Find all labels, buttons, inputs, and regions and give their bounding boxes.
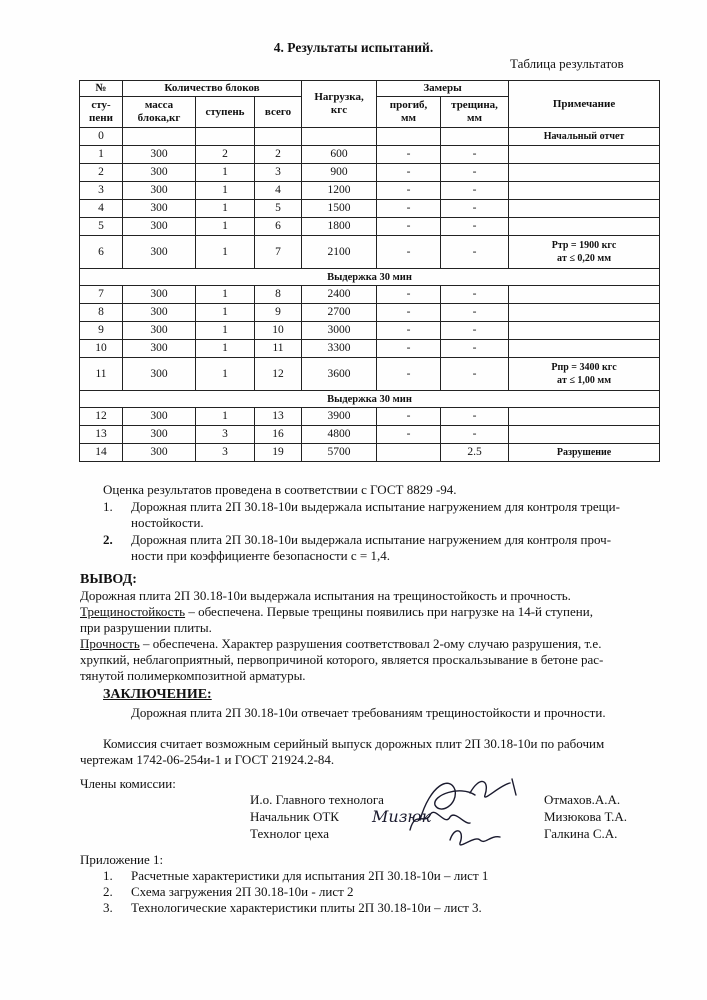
cell-step: 1: [196, 340, 255, 358]
final-conclusion-text: Дорожная плита 2П 30.18-10и отвечает требованиям трещиностойкости и прочности.: [131, 705, 606, 720]
cell-total: 13: [255, 408, 302, 426]
cell-step: 1: [196, 304, 255, 322]
commission-text-1: Комиссия считает возможным серийный выпуск дорожных плит 2П 30.18-10и по рабочим: [103, 736, 605, 751]
table-row: [80, 128, 660, 146]
cell-step: 1: [196, 322, 255, 340]
cell-step-no: 7: [80, 286, 123, 304]
conclusion-title: ВЫВОД:: [80, 572, 137, 587]
signatures-image: [340, 765, 540, 855]
list-number: 3.: [103, 900, 113, 915]
cell-block-mass: 300: [123, 408, 196, 426]
cell-block-mass: 300: [123, 286, 196, 304]
strength-text: – обеспечена. Характер разрушения соответствовал 2-ому случаю разрушения, т.е.: [139, 636, 602, 651]
cell-crack: -: [441, 304, 509, 322]
cell-note: [509, 182, 660, 200]
cell-deflection: [377, 444, 441, 462]
table-row: [80, 164, 660, 182]
crack-resistance-label: Трещиностойкость: [80, 604, 186, 619]
cell-crack: -: [441, 164, 509, 182]
cell-load: 2100: [302, 236, 377, 269]
cell-crack: -: [441, 200, 509, 218]
header-load: Нагрузка, кгс: [302, 81, 377, 128]
cell-total: 11: [255, 340, 302, 358]
cell-block-mass: 300: [123, 340, 196, 358]
cell-block-mass: 300: [123, 164, 196, 182]
cell-note: Начальный отчет: [509, 128, 660, 146]
cell-crack: -: [441, 182, 509, 200]
assessment-intro: Оценка результатов проведена в соответствии с ГОСТ 8829 -94.: [103, 482, 457, 497]
member-name: Отмахов.А.А.: [544, 792, 621, 807]
signature-stroke: [450, 831, 500, 845]
cell-load: 2400: [302, 286, 377, 304]
strength-line: [80, 636, 670, 652]
table-row: [80, 200, 660, 218]
cell-step: 3: [196, 426, 255, 444]
results-table: [79, 80, 660, 462]
table-row: [80, 218, 660, 236]
table-caption: Таблица результатов: [510, 56, 624, 71]
cell-note: [509, 408, 660, 426]
list-number: 1.: [103, 868, 113, 883]
cell-step: 3: [196, 444, 255, 462]
cell-deflection: -: [377, 164, 441, 182]
cell-block-mass: 300: [123, 322, 196, 340]
cell-load: 1500: [302, 200, 377, 218]
cell-deflection: -: [377, 286, 441, 304]
member-position: И.о. Главного технолога: [250, 792, 384, 807]
section-heading: 4. Результаты испытаний.: [273, 40, 434, 55]
cell-deflection: -: [377, 358, 441, 391]
cell-crack: -: [441, 286, 509, 304]
cell-note: [509, 164, 660, 182]
table-row: [80, 340, 660, 358]
cell-step-no: 4: [80, 200, 123, 218]
header-measures-group: Замеры: [377, 81, 509, 97]
table-row: [80, 182, 660, 200]
table-row: [80, 236, 660, 269]
cell-note: [509, 322, 660, 340]
conclusion-text: [80, 588, 670, 684]
header-step-no-sub: сту- пени: [80, 97, 123, 128]
cell-step-no: 5: [80, 218, 123, 236]
header-note: Примечание: [509, 81, 660, 128]
cell-block-mass: 300: [123, 304, 196, 322]
cell-block-mass: 300: [123, 444, 196, 462]
cell-step: 1: [196, 218, 255, 236]
cell-step: 1: [196, 408, 255, 426]
cell-step-no: 14: [80, 444, 123, 462]
appendix-item-text: Технологические характеристики плиты 2П 30.18-10и – лист 3.: [131, 900, 482, 915]
table-row: [80, 322, 660, 340]
cell-block-mass: 300: [123, 218, 196, 236]
signature-stroke: [420, 779, 516, 820]
cell-step: 1: [196, 358, 255, 391]
table-row: [80, 146, 660, 164]
cell-deflection: -: [377, 236, 441, 269]
cell-block-mass: 300: [123, 182, 196, 200]
cell-total: 5: [255, 200, 302, 218]
hold-row: Выдержка 30 мин: [80, 269, 660, 286]
cell-step-no: 3: [80, 182, 123, 200]
assessment-text-1b: ностойкости.: [131, 515, 204, 530]
header-crack: трещина, мм: [441, 97, 509, 128]
cell-note: [509, 286, 660, 304]
assessment-text-1a: Дорожная плита 2П 30.18-10и выдержала испытание нагружением для контроля трещи-: [131, 499, 620, 514]
cell-step-no: 0: [80, 128, 123, 146]
cell-step-no: 2: [80, 164, 123, 182]
cell-deflection: -: [377, 322, 441, 340]
cell-total: 6: [255, 218, 302, 236]
cell-load: 4800: [302, 426, 377, 444]
cell-note: [509, 358, 660, 391]
cell-deflection: -: [377, 146, 441, 164]
crack-resistance-text-2: при разрушении плиты.: [80, 620, 212, 635]
cell-block-mass: 300: [123, 236, 196, 269]
table-row: [80, 426, 660, 444]
cell-step-no: 9: [80, 322, 123, 340]
header-block-mass: масса блока,кг: [123, 97, 196, 128]
cell-note: [509, 218, 660, 236]
cell-crack: -: [441, 236, 509, 269]
cell-total: 2: [255, 146, 302, 164]
cell-load: 600: [302, 146, 377, 164]
cell-total: 16: [255, 426, 302, 444]
handwritten-name: Мизюк: [372, 807, 432, 826]
cell-load: 3600: [302, 358, 377, 391]
cell-load: 3900: [302, 408, 377, 426]
cell-note: [509, 200, 660, 218]
cell-deflection: -: [377, 408, 441, 426]
cell-deflection: -: [377, 218, 441, 236]
cell-deflection: -: [377, 304, 441, 322]
cell-crack: 2.5: [441, 444, 509, 462]
cell-note: [509, 146, 660, 164]
conclusion-line-1: Дорожная плита 2П 30.18-10и выдержала испытания на трещиностойкость и прочность.: [80, 588, 571, 603]
header-deflection: прогиб, мм: [377, 97, 441, 128]
cell-total: 12: [255, 358, 302, 391]
cell-total: 7: [255, 236, 302, 269]
list-number: 2.: [103, 532, 113, 547]
cell-step-no: 12: [80, 408, 123, 426]
appendix-item-text: Схема загружения 2П 30.18-10и - лист 2: [131, 884, 354, 899]
cell-load: 1800: [302, 218, 377, 236]
table-row: [80, 286, 660, 304]
header-step: ступень: [196, 97, 255, 128]
assessment-text-2b: ности при коэффициенте безопасности с = 1,4.: [131, 548, 390, 563]
header-step-no: №: [80, 81, 123, 97]
appendix-title: Приложение 1:: [80, 852, 164, 867]
list-number: 2.: [103, 884, 113, 899]
cell-load: 1200: [302, 182, 377, 200]
header-blocks-group: Количество блоков: [123, 81, 302, 97]
appendix-item-text: Расчетные характеристики для испытания 2П 30.18-10и – лист 1: [131, 868, 489, 883]
cell-load: 3000: [302, 322, 377, 340]
cell-load: 3300: [302, 340, 377, 358]
cell-note: [509, 304, 660, 322]
cell-crack: -: [441, 218, 509, 236]
cell-step: 1: [196, 164, 255, 182]
note-line: Pпр = 3400 кгс: [551, 362, 617, 373]
cell-deflection: -: [377, 200, 441, 218]
assessment-item: [103, 499, 663, 531]
commission-text-2: чертежам 1742-06-254и-1 и ГОСТ 21924.2-84.: [80, 752, 335, 767]
cell-step-no: 1: [80, 146, 123, 164]
assessment-item: [103, 532, 663, 564]
list-number: 1.: [103, 499, 113, 514]
cell-step-no: 10: [80, 340, 123, 358]
cell-step-no: 6: [80, 236, 123, 269]
cell-step: 1: [196, 236, 255, 269]
table-row: [80, 358, 660, 391]
member-position: Начальник ОТК: [250, 809, 339, 824]
cell-crack: -: [441, 426, 509, 444]
note-line: aт ≤ 1,00 мм: [557, 375, 612, 386]
member-name: Мизюкова Т.А.: [544, 809, 628, 824]
cell-block-mass: 300: [123, 426, 196, 444]
note-line: Pтр = 1900 кгс: [551, 240, 617, 251]
table-row: [80, 408, 660, 426]
cell-step: 1: [196, 200, 255, 218]
strength-text-2: хрупкий, неблагоприятный, первопричиной которого, является проскальзывание в бетоне рас-: [80, 652, 604, 667]
cell-deflection: -: [377, 340, 441, 358]
cell-total: 3: [255, 164, 302, 182]
cell-step-no: 8: [80, 304, 123, 322]
cell-crack: -: [441, 146, 509, 164]
cell-load: 2700: [302, 304, 377, 322]
cell-step-no: 13: [80, 426, 123, 444]
hold-row: Выдержка 30 мин: [80, 391, 660, 408]
cell-step: 1: [196, 182, 255, 200]
appendix-item: [103, 900, 663, 916]
strength-label: Прочность: [80, 636, 140, 651]
appendix-item: [103, 884, 663, 900]
table-row: [80, 444, 660, 462]
cell-block-mass: 300: [123, 358, 196, 391]
cell-total: 19: [255, 444, 302, 462]
members-title: Члены комиссии:: [80, 776, 176, 791]
cell-step: 2: [196, 146, 255, 164]
member-position: Технолог цеха: [250, 826, 330, 841]
cell-block-mass: 300: [123, 200, 196, 218]
crack-resistance-text: – обеспечена. Первые трещины появились при нагрузке на 14-й ступени,: [185, 604, 593, 619]
cell-total: 4: [255, 182, 302, 200]
cell-note: [509, 340, 660, 358]
cell-crack: -: [441, 408, 509, 426]
cell-deflection: -: [377, 426, 441, 444]
appendix-item: [103, 868, 663, 884]
cell-step: 1: [196, 286, 255, 304]
cell-crack: -: [441, 358, 509, 391]
strength-text-3: тянутой полимеркомпозитной арматуры.: [80, 668, 306, 683]
cell-crack: -: [441, 340, 509, 358]
cell-load: 900: [302, 164, 377, 182]
cell-note: Разрушение: [509, 444, 660, 462]
final-conclusion-title: ЗАКЛЮЧЕНИЕ:: [103, 687, 212, 702]
cell-crack: -: [441, 322, 509, 340]
cell-note: [509, 426, 660, 444]
table-row: [80, 304, 660, 322]
assessment-text-2a: Дорожная плита 2П 30.18-10и выдержала испытание нагружением для контроля проч-: [131, 532, 612, 547]
cell-total: 8: [255, 286, 302, 304]
cell-total: 9: [255, 304, 302, 322]
cell-step-no: 11: [80, 358, 123, 391]
cell-total: 10: [255, 322, 302, 340]
member-name: Галкина С.А.: [544, 826, 618, 841]
cell-note: [509, 236, 660, 269]
header-total: всего: [255, 97, 302, 128]
cell-load: 5700: [302, 444, 377, 462]
crack-resistance-line: [80, 604, 670, 620]
cell-deflection: -: [377, 182, 441, 200]
cell-block-mass: 300: [123, 146, 196, 164]
note-line: aт ≤ 0,20 мм: [557, 253, 612, 264]
